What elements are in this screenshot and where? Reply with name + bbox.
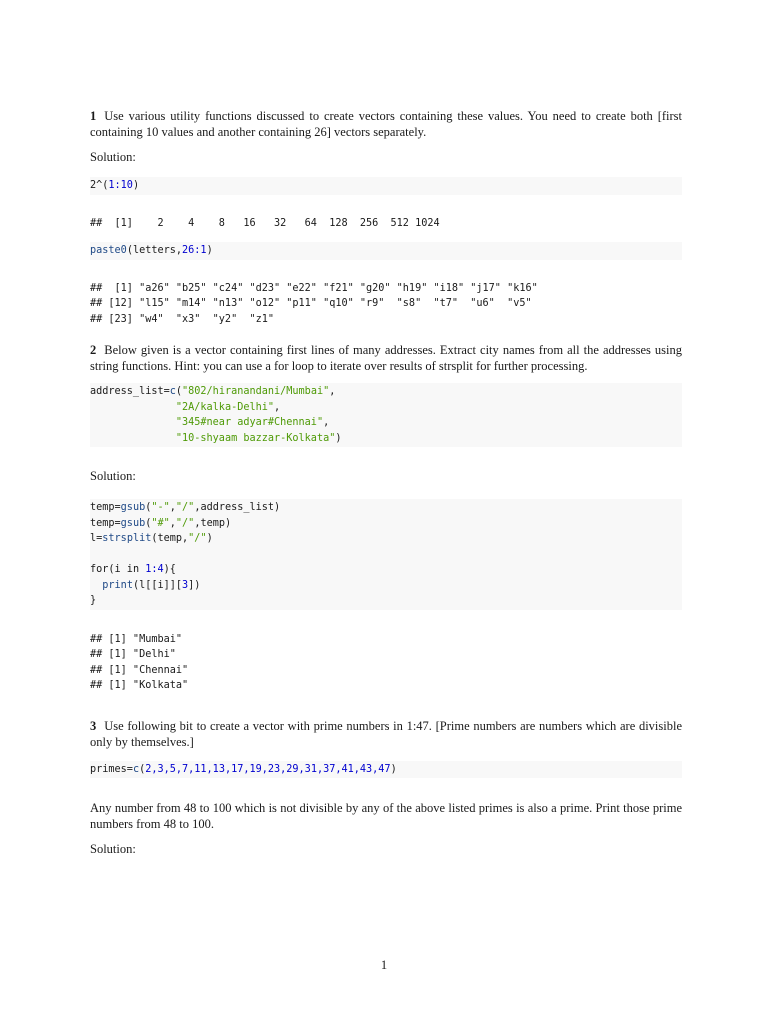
document-page [90,108,682,857]
output-line: ## [1] "a26" "b25" "c24" "d23" "e22" "f21" "g20" "h19" "i18" "j17" "k16" [90,282,538,294]
q2-paragraph [90,342,682,374]
page-number: 1 [380,958,388,972]
q3-paragraph [90,718,682,750]
q2-solution-code-block: temp=gsub("-","/",address_list) temp=gsub("#","/",temp) l=strsplit(temp,"/") for(i in 1:4){ print(l[[i]][3]) } [90,499,682,610]
q1-number: 1 [90,109,97,123]
output-line: ## [1] "Mumbai" [90,633,183,645]
q2-text: Below given is a vector containing first lines of many addresses. Extract city names from all the addresses using string functions. Hint: you can use a for loop to iterate over results of strsplit for further processing. [90,343,682,373]
output-line: ## [12] "l15" "m14" "n13" "o12" "p11" "q10" "r9" "s8" "t7" "u6" "v5" [90,298,532,309]
q3-paragraph-2: Any number from 48 to 100 which is not divisible by any of the above listed primes is also a prime. Print those prime numbers from 48 to 100. [90,801,682,831]
q1-code-block-1: 2^(1:10) [90,177,682,195]
q2-output [90,632,682,694]
q3-solution-label: Solution: [90,842,136,856]
output-line: ## [1] "Chennai" [90,664,189,676]
q3-text: Use following bit to create a vector with prime numbers in 1:47. [Prime numbers are numbers which are divisible only by themselves.] [90,718,682,749]
q1-output-1: ## [1] 2 4 8 16 32 64 128 256 512 1024 [90,217,440,229]
output-line: ## [23] "w4" "x3" "y2" "z1" [90,313,275,325]
q2-address-code-block: address_list=c("802/hiranandani/Mumbai", "2A/kalka-Delhi", "345#near adyar#Chennai", "10-shyaam bazzar-Kolkata") [90,383,682,447]
q1-solution-label: Solution: [90,150,136,164]
q1-paragraph [90,108,682,140]
output-line: ## [1] "Delhi" [90,649,176,660]
q2-number: 2 [90,343,97,357]
q1-output-2 [90,281,682,328]
q1-text: Use various utility functions discussed to create vectors containing these values. You need to create both [first containing 10 values and another containing 26] vectors separately. [90,109,682,139]
q1-code-block-2: paste0(letters,26:1) [90,242,682,260]
output-line: ## [1] "Kolkata" [90,680,189,691]
q3-code-block: primes=c(2,3,5,7,11,13,17,19,23,29,31,37,41,43,47) [90,761,682,779]
q2-solution-label: Solution: [90,469,136,483]
q3-number: 3 [90,718,97,733]
